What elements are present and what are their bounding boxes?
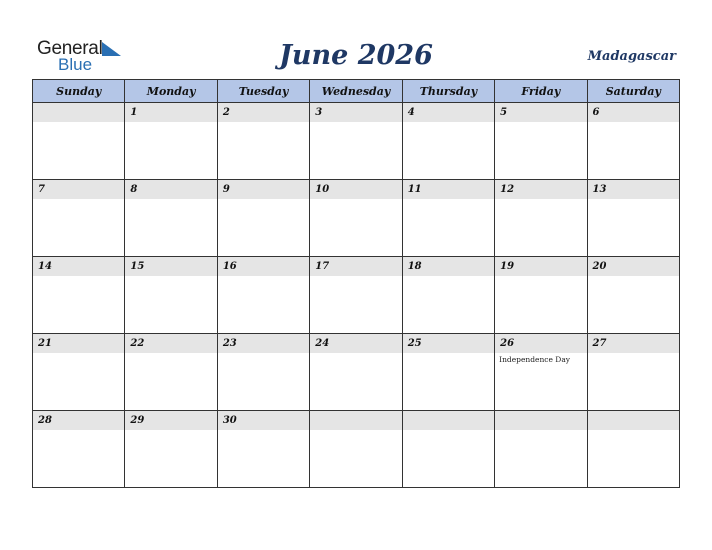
calendar-grid <box>32 79 680 488</box>
day-number-band <box>495 334 586 353</box>
day-number: 5 <box>500 107 508 118</box>
day-number-band <box>218 334 309 353</box>
weekday-header: Saturday <box>587 80 679 103</box>
day-cell <box>310 334 402 411</box>
day-cell <box>402 411 494 488</box>
day-number: 8 <box>130 184 138 195</box>
day-number-band <box>310 180 401 199</box>
day-number: 30 <box>222 415 237 426</box>
day-cell <box>402 180 494 257</box>
weekday-header: Sunday <box>33 80 125 103</box>
country-label: Madagascar <box>587 49 676 64</box>
day-cell <box>217 180 309 257</box>
day-cell <box>495 103 587 180</box>
day-number: 29 <box>130 415 145 426</box>
calendar-title: June 2026 <box>279 40 433 71</box>
day-number: 16 <box>222 261 237 272</box>
day-number-band <box>218 257 309 276</box>
day-cell <box>33 180 125 257</box>
day-cell <box>217 334 309 411</box>
day-number-band <box>495 103 586 122</box>
weekday-header-row <box>33 80 680 103</box>
day-cell <box>310 103 402 180</box>
day-cell <box>125 334 217 411</box>
holiday-label: Independence Day <box>499 355 571 364</box>
day-number-band <box>125 334 216 353</box>
day-cell <box>587 257 679 334</box>
day-number-band <box>588 257 679 276</box>
weekday-header: Friday <box>495 80 587 103</box>
day-number-band <box>125 411 216 430</box>
day-number-band <box>33 103 124 122</box>
day-cell <box>217 103 309 180</box>
day-number-band <box>403 334 494 353</box>
day-number: 20 <box>592 261 607 272</box>
day-cell <box>33 334 125 411</box>
day-number-band <box>403 103 494 122</box>
day-cell <box>217 411 309 488</box>
week-row <box>33 103 680 180</box>
day-number: 15 <box>130 261 145 272</box>
day-number-band <box>588 334 679 353</box>
day-number: 24 <box>315 338 330 349</box>
day-number-band <box>588 180 679 199</box>
day-number: 1 <box>130 107 138 118</box>
day-number-band <box>310 334 401 353</box>
day-cell <box>402 334 494 411</box>
day-number: 4 <box>407 107 415 118</box>
day-number-band <box>33 334 124 353</box>
weekday-header: Wednesday <box>310 80 402 103</box>
weekday-header: Thursday <box>402 80 494 103</box>
day-number: 17 <box>315 261 330 272</box>
day-number-band <box>495 257 586 276</box>
day-number-band <box>495 411 586 430</box>
day-cell <box>310 411 402 488</box>
day-cell <box>402 257 494 334</box>
day-cell <box>495 411 587 488</box>
day-number: 27 <box>592 338 607 349</box>
day-number-band <box>310 411 401 430</box>
day-number-band <box>125 257 216 276</box>
day-number-band <box>125 180 216 199</box>
day-cell <box>495 180 587 257</box>
day-number-band <box>403 411 494 430</box>
day-cell <box>125 180 217 257</box>
logo-text-general: General <box>37 38 103 59</box>
day-cell <box>310 180 402 257</box>
day-number: 18 <box>407 261 422 272</box>
week-row <box>33 257 680 334</box>
day-number-band <box>218 411 309 430</box>
day-number-band <box>588 411 679 430</box>
day-number-band <box>310 103 401 122</box>
day-cell <box>587 334 679 411</box>
day-number-band <box>310 257 401 276</box>
day-number: 11 <box>407 184 422 195</box>
day-number-band <box>403 257 494 276</box>
weekday-header: Tuesday <box>217 80 309 103</box>
day-number: 10 <box>315 184 330 195</box>
day-number-band <box>33 411 124 430</box>
day-number-band <box>33 257 124 276</box>
day-number-band <box>588 103 679 122</box>
logo-text-blue: Blue <box>58 55 93 74</box>
day-cell <box>125 411 217 488</box>
day-number-band <box>403 180 494 199</box>
day-number: 23 <box>222 338 237 349</box>
day-cell <box>33 411 125 488</box>
day-number: 21 <box>38 338 52 349</box>
day-number: 7 <box>38 184 45 195</box>
day-number: 3 <box>315 107 323 118</box>
day-number: 26 <box>500 338 515 349</box>
day-number: 28 <box>38 415 52 426</box>
day-cell <box>587 180 679 257</box>
day-cell <box>495 257 587 334</box>
weekday-header: Monday <box>125 80 217 103</box>
day-cell <box>217 257 309 334</box>
day-cell <box>125 103 217 180</box>
day-cell <box>310 257 402 334</box>
week-row <box>33 180 680 257</box>
day-number-band <box>495 180 586 199</box>
day-cell <box>402 103 494 180</box>
day-number: 2 <box>222 107 230 118</box>
day-number: 12 <box>500 184 515 195</box>
day-number: 19 <box>500 261 515 272</box>
day-number: 6 <box>592 107 600 118</box>
week-row <box>33 334 680 411</box>
day-number-band <box>218 180 309 199</box>
day-cell <box>33 257 125 334</box>
day-number: 25 <box>407 338 422 349</box>
day-cell <box>125 257 217 334</box>
day-number: 13 <box>592 184 607 195</box>
day-number: 14 <box>38 261 52 272</box>
day-number-band <box>125 103 216 122</box>
day-cell <box>587 411 679 488</box>
day-cell <box>33 103 125 180</box>
week-row <box>33 411 680 488</box>
day-number-band <box>218 103 309 122</box>
day-number-band <box>33 180 124 199</box>
day-number: 22 <box>130 338 145 349</box>
day-cell <box>587 103 679 180</box>
day-number: 9 <box>222 184 230 195</box>
day-cell <box>495 334 587 411</box>
